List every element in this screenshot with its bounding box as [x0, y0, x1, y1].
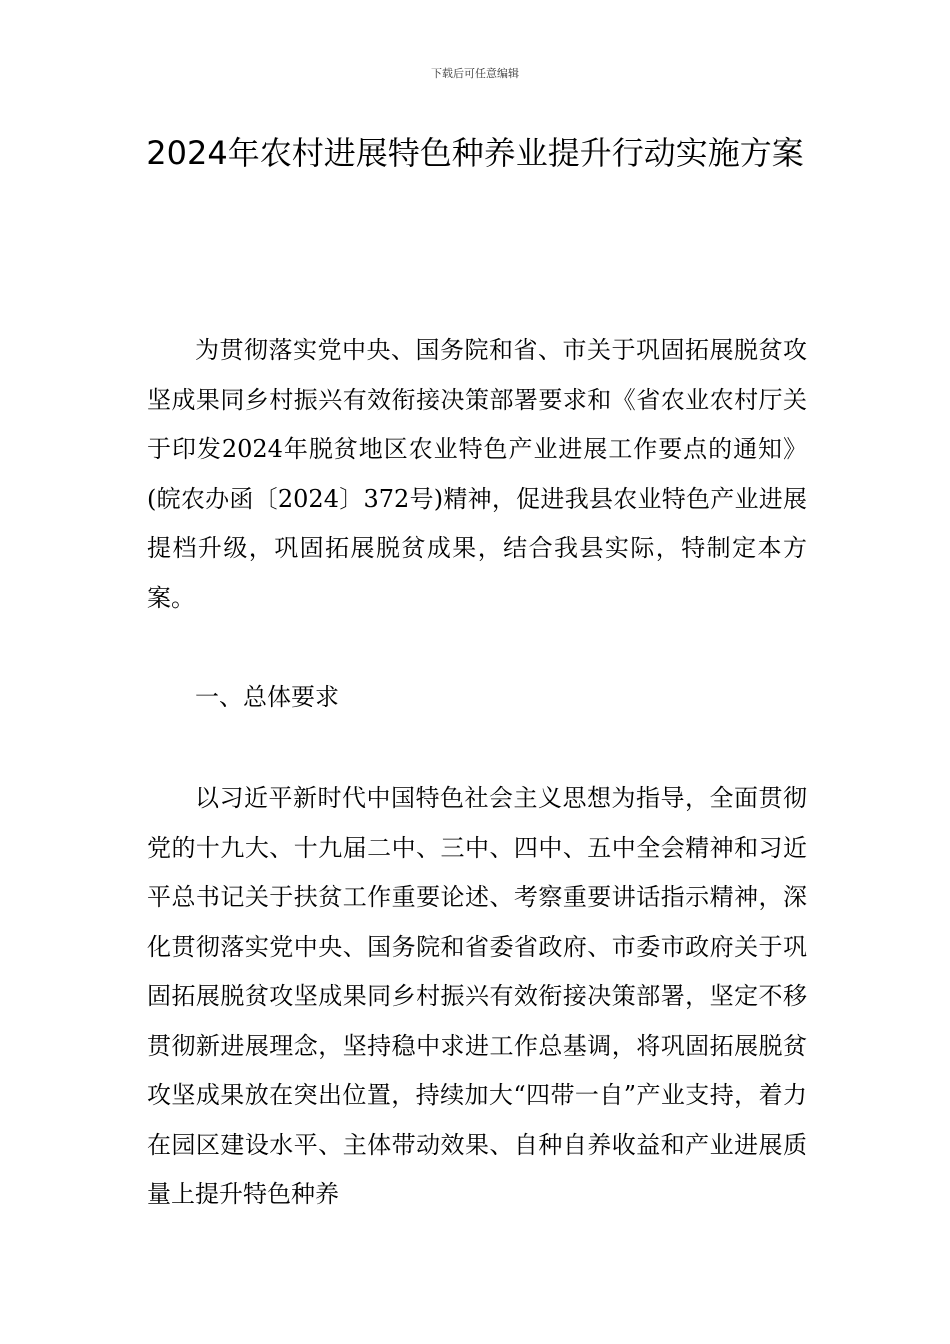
requirements-paragraph: 以习近平新时代中国特色社会主义思想为指导，全面贯彻党的十九大、十九届二中、三中、四中、五中全会精神和习近平总书记关于扶贫工作重要论述、考察重要讲话指示精神，深化贯彻落实党中央、国务院和省委省政府、市委市政府关于巩固拓展脱贫攻坚成果同乡村振兴有效衔接决策部署，坚定不移贯彻新进展理念，坚持稳中求进工作总基调，将巩固拓展脱贫攻坚成果放在突出位置，持续加大“四带一自”产业支持，着力在园区建设水平、主体带动效果、自种自养收益和产业进展质量上提升特色种养	[147, 784, 807, 1208]
document-title: 2024年农村进展特色种养业提升行动实施方案	[146, 134, 804, 172]
section-heading: 一、总体要求	[195, 683, 339, 711]
intro-paragraph: 为贯彻落实党中央、国务院和省、市关于巩固拓展脱贫攻坚成果同乡村振兴有效衔接决策部署要求和《省农业农村厅关于印发2024年脱贫地区农业特色产业进展工作要点的通知》(皖农办函〔2024〕372号)精神，促进我县农业特色产业进展提档升级，巩固拓展脱贫成果，结合我县实际，特制定本方案。	[147, 336, 807, 612]
header-note: 下载后可任意编辑	[431, 67, 519, 80]
